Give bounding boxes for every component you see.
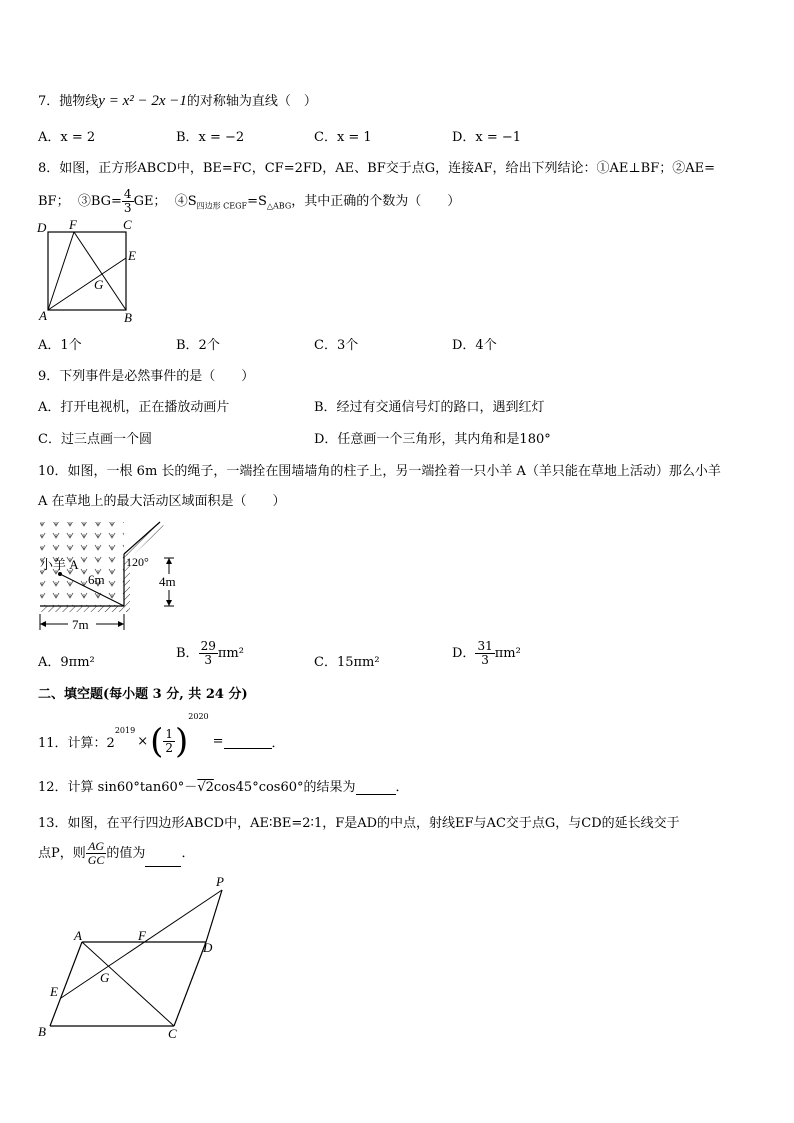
q8-part-f: ，其中正确的个数为（ ） <box>291 194 461 209</box>
q10-label-sheep: 小羊 A <box>40 557 79 572</box>
q10-label-7m: 7m <box>72 617 89 632</box>
q10-option-b-num: 29 <box>200 639 216 653</box>
q8-stem-line2 <box>38 188 460 215</box>
q13-frac-den: GC <box>87 853 105 867</box>
q8-fraction <box>122 188 134 215</box>
q7-option-d: D．x = −1 <box>452 130 522 145</box>
q8-part-c: GE； <box>133 194 167 209</box>
q11-equals: = <box>212 734 224 749</box>
q8-figure <box>34 216 144 328</box>
q13-answer-blank[interactable] <box>145 852 181 867</box>
q7-expression: y = x² − 2x −1 <box>98 93 187 109</box>
q10-option-d-fraction <box>475 640 494 667</box>
q8-stem-line1: 8．如图，正方形ABCD中，BE=FC，CF=2FD，AE、BF交于点G，连接AF，给出下列结论：①AE⊥BF；②AE= <box>38 161 715 176</box>
q8-option-b: B．2个 <box>176 338 220 353</box>
q13-stem-line1: 13．如图，在平行四边形ABCD中，AE∶BE=2∶1，F是AD的中点，射线EF与AC交于点G，与CD的延长线交于 <box>38 816 680 831</box>
q13-pre: 点P，则 <box>38 846 86 861</box>
q8-option-c: C．3个 <box>314 338 359 353</box>
q8-label-e: E <box>128 248 136 263</box>
q9-option-a: A．打开电视机，正在播放动画片 <box>38 400 230 415</box>
q10-option-d-num: 31 <box>477 639 493 653</box>
q13-label-f: F <box>138 928 146 943</box>
q12-sqrt: √2 <box>197 780 214 795</box>
q7-option-b: B．x = −2 <box>176 130 245 145</box>
q13-figure <box>30 872 240 1044</box>
q11-left-paren: ( <box>150 721 164 762</box>
q10-figure <box>36 518 186 634</box>
q8-label-a: A <box>39 308 47 323</box>
q11-frac-num: 1 <box>165 727 173 741</box>
q7-pre: 抛物线 <box>59 94 99 109</box>
q8-frac-den: 3 <box>123 201 132 215</box>
q8-sub2: △ABG <box>266 201 292 211</box>
q7-option-a: A．x = 2 <box>38 130 96 145</box>
q7-number: 7． <box>38 94 60 109</box>
q11-right-paren: ) <box>175 721 189 762</box>
q10-option-d-prefix: D． <box>452 646 476 661</box>
q11-fraction <box>163 728 175 755</box>
q9-option-c: C．过三点画一个圆 <box>38 432 152 447</box>
q9-option-b: B．经过有交通信号灯的路口，遇到红灯 <box>314 400 545 415</box>
q11-stem <box>38 712 285 762</box>
q10-option-d-den: 3 <box>481 653 489 667</box>
q9-stem: 9．下列事件是必然事件的是（ ） <box>38 369 255 384</box>
q10-option-c: C．15πm² <box>314 655 380 670</box>
q10-stem-line1: 10．如图，一根 6m 长的绳子，一端拴在围墙墙角的柱子上，另一端拴着一只小羊 A（羊只能在草地上活动）那么小羊 <box>38 464 721 479</box>
q8-label-b: B <box>124 310 132 325</box>
q10-label-6m: 6m <box>88 572 105 587</box>
q13-stem-line2 <box>38 840 194 867</box>
q13-frac-num: AG <box>86 840 107 854</box>
q13-fraction <box>86 840 107 867</box>
q10-stem-line2: A 在草地上的最大活动区域面积是（ ） <box>38 494 286 509</box>
q10-option-a: A．9πm² <box>38 655 95 670</box>
q10-label-120: 120° <box>126 555 149 569</box>
q11-end: ． <box>271 736 285 751</box>
q11-frac-den: 2 <box>165 741 173 755</box>
q10-option-b-suffix: πm² <box>217 646 244 661</box>
q7-option-c: C．x = 1 <box>314 130 372 145</box>
q8-label-g: G <box>94 277 104 292</box>
q8-option-a: A．1个 <box>38 338 82 353</box>
q10-option-b-prefix: B． <box>176 646 199 661</box>
q13-label-b: B <box>38 1024 46 1039</box>
q12-answer-blank[interactable] <box>356 780 396 795</box>
q13-label-c: C <box>168 1026 177 1041</box>
q9-option-d: D．任意画一个三角形，其内角和是180° <box>314 432 551 447</box>
q10-option-b-fraction <box>199 640 218 667</box>
q8-label-d: D <box>37 220 47 235</box>
q10-option-d <box>452 640 521 667</box>
q8-sub1: 四边形 CEGF <box>196 201 248 211</box>
q8-label-f: F <box>69 217 77 232</box>
q10-option-b-den: 3 <box>204 653 213 667</box>
q12-stem <box>38 776 409 795</box>
q8-part-b: ③BG= <box>77 194 122 209</box>
q13-label-p: P <box>216 874 224 889</box>
q12-end: ． <box>395 780 409 795</box>
q8-part-e: =S <box>247 194 267 209</box>
q13-label-e: E <box>50 984 58 999</box>
q11-times: × <box>137 734 149 749</box>
q13-label-d: D <box>203 940 213 955</box>
q12-pre: 12．计算 sin60°tan60°－ <box>38 780 198 795</box>
q11-answer-blank[interactable] <box>224 734 272 749</box>
q8-frac-num: 4 <box>123 187 132 201</box>
q11-exp2: 2020 <box>188 712 209 721</box>
q13-label-g: G <box>100 970 110 985</box>
q7-post: 的对称轴为直线（ ） <box>186 94 317 109</box>
q12-mid: cos45°cos60°的结果为 <box>213 780 356 795</box>
q13-end: ． <box>181 846 195 861</box>
q10-option-b <box>176 640 244 667</box>
q10-label-4m: 4m <box>159 574 176 589</box>
q10-option-d-suffix: πm² <box>494 646 521 661</box>
section-2-title: 二、填空题(每小题 3 分, 共 24 分) <box>38 687 248 702</box>
q13-post: 的值为 <box>106 846 146 861</box>
q11-exp1: 2019 <box>114 726 136 735</box>
q8-part-a: BF； <box>38 194 70 209</box>
q8-label-c: C <box>123 217 132 232</box>
q11-pre: 11．计算：2 <box>38 736 115 751</box>
q8-part-d: ④S <box>174 194 197 209</box>
q13-label-a: A <box>74 928 82 943</box>
q7-stem <box>38 90 317 110</box>
q8-option-d: D．4个 <box>452 338 497 353</box>
